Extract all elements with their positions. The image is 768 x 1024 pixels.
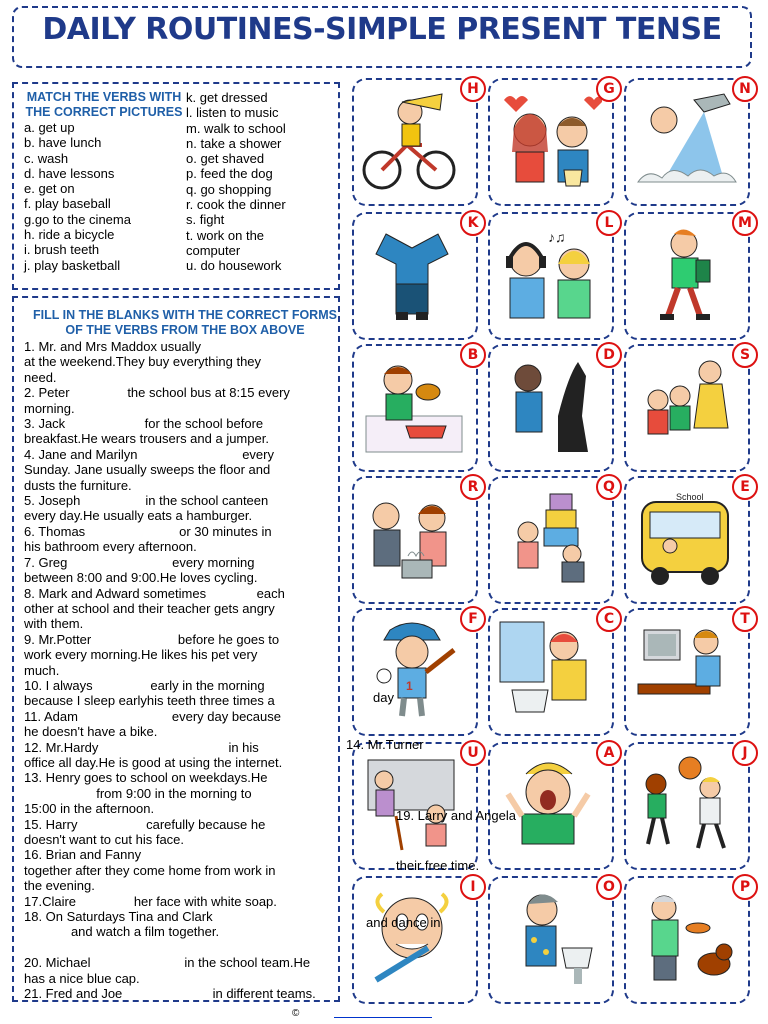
lunch-illustration bbox=[362, 356, 466, 460]
sentence-line: dusts the furniture. bbox=[24, 477, 132, 493]
sentence-line: from 9:00 in the morning to bbox=[24, 785, 252, 801]
sentence-line: 16. Brian and Fanny bbox=[24, 847, 142, 863]
answer-letter: L bbox=[596, 210, 622, 236]
dressing-illustration bbox=[362, 224, 466, 328]
verb-item: o. get shaved bbox=[186, 151, 265, 167]
sentence-line: office all day.He is good at using the internet. bbox=[24, 754, 283, 770]
answer-letter: G bbox=[596, 76, 622, 102]
sentence-line: morning. bbox=[24, 400, 75, 416]
verb-item: b. have lunch bbox=[24, 135, 102, 151]
brushteeth-illustration bbox=[362, 888, 466, 992]
sentence-line: the evening. bbox=[24, 878, 95, 894]
verb-item: t. work on the bbox=[186, 227, 265, 243]
sentence-line: 6. Thomas or 30 minutes in bbox=[24, 523, 272, 539]
picture-card-computer bbox=[624, 608, 750, 736]
sentence-line: because I sleep earlyhis teeth three times a bbox=[24, 693, 275, 709]
verb-item: c. wash bbox=[24, 150, 69, 166]
answer-letter: H bbox=[460, 76, 486, 102]
verb-item: g.go to the cinema bbox=[24, 211, 131, 227]
sentence-line: 5. Joseph in the school canteen bbox=[24, 493, 269, 509]
picture-card-bus bbox=[624, 476, 750, 604]
answer-letter: B bbox=[460, 342, 486, 368]
verb-item: l. listen to music bbox=[186, 105, 279, 121]
sentence-line: 12. Mr.Hardy in his bbox=[24, 739, 259, 755]
lessons-illustration bbox=[498, 356, 602, 460]
sentence-line: with them. bbox=[24, 616, 84, 632]
picture-card-wash bbox=[488, 608, 614, 736]
svg-text:School: School bbox=[676, 492, 704, 502]
verb-item: s. fight bbox=[186, 212, 225, 228]
picture-card-brushteeth bbox=[352, 876, 478, 1004]
verb-item: q. go shopping bbox=[186, 181, 272, 197]
picture-card-bicycle bbox=[352, 78, 478, 206]
verb-item: computer bbox=[186, 242, 241, 258]
picture-card-music bbox=[488, 212, 614, 340]
sentence-line: work every morning.He likes his pet very bbox=[24, 647, 258, 663]
answer-letter: T bbox=[732, 606, 758, 632]
fill-blanks-box bbox=[12, 296, 340, 1002]
bicycle-illustration bbox=[362, 90, 466, 194]
verb-item: k. get dressed bbox=[186, 90, 268, 105]
answer-letter: P bbox=[732, 874, 758, 900]
wash-illustration bbox=[498, 620, 602, 724]
cooking-illustration bbox=[362, 488, 466, 592]
picture-card-cinema bbox=[488, 78, 614, 206]
sentence-line: 15:00 in the afternoon. bbox=[24, 801, 155, 817]
verb-item: n. take a shower bbox=[186, 135, 282, 151]
sentence-line: 10. I always early in the morning bbox=[24, 677, 265, 693]
verb-item: f. play baseball bbox=[24, 196, 111, 212]
walking-illustration bbox=[634, 224, 738, 328]
stray-text-mr-turner: 14. Mr.Turner bbox=[346, 737, 424, 752]
baseball-illustration bbox=[362, 620, 466, 724]
match-column-1 bbox=[24, 90, 184, 273]
picture-card-dog bbox=[624, 876, 750, 1004]
stray-text-dance: and dance in bbox=[366, 915, 441, 930]
dog-illustration bbox=[634, 888, 738, 992]
copyright-symbol: © bbox=[292, 1008, 300, 1019]
answer-letter: E bbox=[732, 474, 758, 500]
sentence-line: 7. Greg every morning bbox=[24, 554, 255, 570]
sentences bbox=[24, 308, 346, 1001]
bus-illustration bbox=[634, 488, 738, 592]
verb-item: j. play basketball bbox=[24, 257, 121, 273]
sentence-line: 21. Fred and Joe in different teams. bbox=[24, 986, 316, 1002]
picture-card-shower bbox=[624, 78, 750, 206]
verb-item: u. do housework bbox=[186, 258, 282, 274]
picture-card-shopping bbox=[488, 476, 614, 604]
picture-card-getup bbox=[488, 742, 614, 870]
cinema-illustration bbox=[498, 90, 602, 194]
fight-illustration bbox=[634, 356, 738, 460]
sentence-line: 18. On Saturdays Tina and Clark bbox=[24, 909, 213, 925]
sentence-lines bbox=[24, 339, 346, 1001]
match-heading: MATCH THE VERBS WITH THE CORRECT PICTURES bbox=[25, 90, 183, 119]
answer-letter: S bbox=[732, 342, 758, 368]
sentence-line: Sunday. Jane usually sweeps the floor and bbox=[24, 462, 271, 478]
svg-text:1: 1 bbox=[406, 679, 413, 693]
sentence-line: has a nice blue cap. bbox=[24, 970, 140, 986]
sentence-line: other at school and their teacher gets angry bbox=[24, 600, 275, 616]
housework-illustration bbox=[362, 754, 466, 858]
sentence-line: between 8:00 and 9:00.He loves cycling. bbox=[24, 570, 258, 586]
verb-item: e. get on bbox=[24, 181, 75, 197]
picture-card-cooking bbox=[352, 476, 478, 604]
stray-text-larry: 19. Larry and Angela bbox=[396, 808, 516, 823]
shower-illustration bbox=[634, 90, 738, 194]
sentence-line: 20. Michael in the school team.He bbox=[24, 955, 311, 971]
stray-text-day: day bbox=[373, 690, 394, 705]
sentence-line: breakfast.He wears trousers and a jumper. bbox=[24, 431, 269, 447]
sentence-line: doesn't want to cut his face. bbox=[24, 832, 185, 847]
verb-item: a. get up bbox=[24, 120, 75, 135]
sentence-line: 17.Claire her face with white soap. bbox=[24, 893, 277, 909]
match-verbs-box bbox=[12, 82, 340, 290]
answer-letter: Q bbox=[596, 474, 622, 500]
verb-list-2 bbox=[186, 90, 341, 274]
verb-item: p. feed the dog bbox=[186, 166, 273, 182]
answer-letter: O bbox=[596, 874, 622, 900]
verb-item: r. cook the dinner bbox=[186, 197, 286, 213]
sentence-line: together after they come home from work in bbox=[24, 862, 276, 878]
answer-letter: I bbox=[460, 874, 486, 900]
sentence-line: his bathroom every afternoon. bbox=[24, 539, 197, 555]
picture-card-baseball bbox=[352, 608, 478, 736]
stray-text-free-time: their free time. bbox=[396, 858, 480, 873]
picture-card-shave bbox=[488, 876, 614, 1004]
sentence-line bbox=[24, 940, 346, 955]
answer-letter: F bbox=[460, 606, 486, 632]
getup-illustration bbox=[498, 754, 602, 858]
verb-list-1 bbox=[24, 120, 184, 273]
verb-item: m. walk to school bbox=[186, 120, 286, 136]
computer-illustration bbox=[634, 620, 738, 724]
svg-text:♪♫: ♪♫ bbox=[548, 229, 566, 245]
answer-letter: K bbox=[460, 210, 486, 236]
sentence-line: 4. Jane and Marilyn every bbox=[24, 446, 274, 462]
picture-card-fight bbox=[624, 344, 750, 472]
sentence-line: every day.He usually eats a hamburger. bbox=[24, 508, 253, 524]
picture-card-housework bbox=[352, 742, 478, 870]
sentence-line: 3. Jack for the school before bbox=[24, 416, 264, 432]
sentence-line: much. bbox=[24, 662, 60, 678]
verb-item: h. ride a bicycle bbox=[24, 227, 115, 243]
title-banner bbox=[12, 6, 752, 68]
shave-illustration bbox=[498, 888, 602, 992]
picture-card-basketball bbox=[624, 742, 750, 870]
answer-letter: A bbox=[596, 740, 622, 766]
answer-letter: R bbox=[460, 474, 486, 500]
answer-letter: N bbox=[732, 76, 758, 102]
sentence-line: 13. Henry goes to school on weekdays.He bbox=[24, 770, 268, 786]
sentence-line: 11. Adam every day because bbox=[24, 708, 281, 724]
shopping-illustration bbox=[498, 488, 602, 592]
verb-item: d. have lessons bbox=[24, 165, 115, 181]
sentence-line: 2. Peter the school bus at 8:15 every bbox=[24, 385, 290, 401]
verb-item: i. brush teeth bbox=[24, 242, 100, 258]
sentence-line: and watch a film together. bbox=[24, 924, 220, 940]
sentence-line: 9. Mr.Potter before he goes to bbox=[24, 631, 280, 647]
picture-card-lessons bbox=[488, 344, 614, 472]
picture-card-walking bbox=[624, 212, 750, 340]
music-illustration bbox=[498, 224, 602, 328]
basketball-illustration bbox=[634, 754, 738, 858]
page-title: DAILY ROUTINES-SIMPLE PRESENT TENSE bbox=[42, 12, 722, 47]
picture-card-dressing bbox=[352, 212, 478, 340]
picture-card-lunch bbox=[352, 344, 478, 472]
fill-heading: FILL IN THE BLANKS WITH THE CORRECT FORMS OF THE VERBS FROM THE BOX ABOVE bbox=[33, 308, 337, 337]
sentence-line: need. bbox=[24, 369, 57, 385]
answer-letter: U bbox=[460, 740, 486, 766]
sentence-line: 15. Harry carefully because he bbox=[24, 816, 266, 832]
answer-letter: J bbox=[732, 740, 758, 766]
answer-letter: C bbox=[596, 606, 622, 632]
sentence-line: at the weekend.They buy everything they bbox=[24, 354, 262, 370]
footer-link-underline bbox=[334, 1017, 432, 1018]
sentence-line: he doesn't have a bike. bbox=[24, 724, 158, 740]
sentence-line: 8. Mark and Adward sometimes each bbox=[24, 585, 285, 601]
answer-letter: M bbox=[732, 210, 758, 236]
answer-letter: D bbox=[596, 342, 622, 368]
sentence-line: 1. Mr. and Mrs Maddox usually bbox=[24, 339, 202, 354]
